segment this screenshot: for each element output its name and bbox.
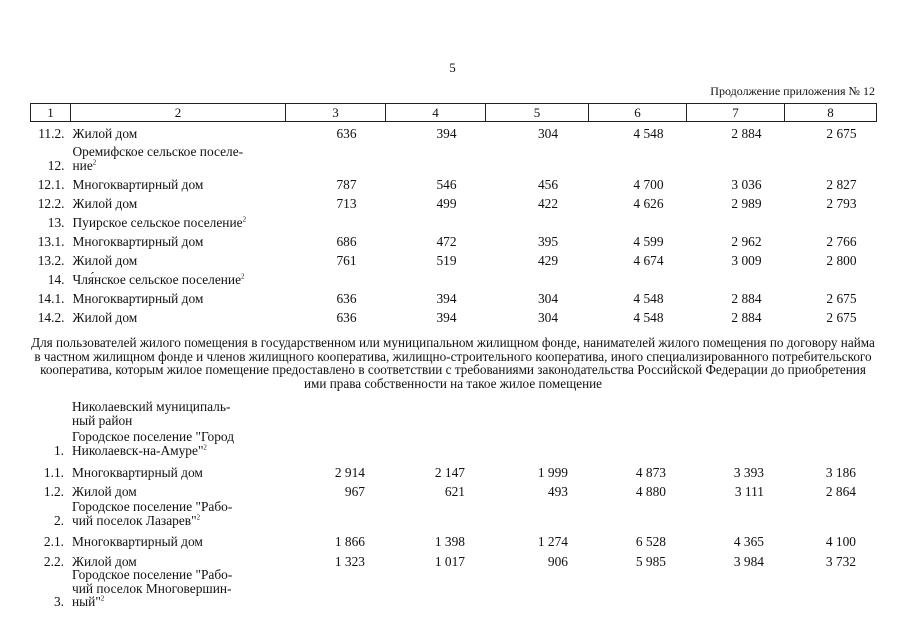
value-cell [686, 568, 784, 609]
value-cell: 636 [336, 309, 357, 325]
value-cell: 394 [436, 309, 457, 325]
value-cell: 304 [537, 309, 559, 325]
row-index [30, 395, 70, 427]
row-name [70, 479, 285, 498]
row-name [70, 548, 285, 568]
value-cell: 394 [436, 125, 457, 141]
column-header: 2 [71, 104, 286, 122]
value-cell: 1 398 [434, 533, 465, 549]
row-name-line: чий поселок Лазарев" [72, 512, 197, 528]
row-index: 3. [53, 594, 64, 609]
value-cell: 4 548 [633, 125, 664, 141]
value-cell: 787 [336, 176, 357, 192]
row-index: 12. [47, 157, 65, 173]
row-name [71, 141, 286, 173]
row-index: 14.1. [37, 290, 65, 306]
value-cell: 546 [436, 176, 457, 192]
value-cell [785, 268, 877, 287]
value-cell: 636 [336, 125, 357, 141]
row-name [71, 249, 286, 268]
row-name-line: чий поселок Многовершин- [72, 580, 232, 596]
row-name [70, 457, 285, 479]
value-cell: 2 675 [826, 290, 857, 306]
value-cell: 2 989 [731, 195, 762, 211]
value-cell: 1 017 [434, 553, 465, 569]
table-row [30, 568, 876, 609]
footnote-marker: 2 [242, 215, 247, 224]
row-name [70, 427, 285, 457]
row-name [70, 527, 285, 548]
value-cell [588, 498, 686, 527]
value-cell: 4 880 [635, 483, 666, 499]
value-cell [687, 211, 785, 230]
row-name-line: Жилой дом [72, 252, 138, 268]
footnote-marker: 2 [100, 594, 105, 603]
table-row [31, 268, 877, 287]
row-index: 13.2. [37, 252, 65, 268]
value-cell [485, 568, 588, 609]
value-cell: 4 548 [633, 309, 664, 325]
value-cell [486, 268, 589, 287]
value-cell [686, 498, 784, 527]
row-name-line: Городское поселение "Город [72, 429, 235, 444]
column-number-row [31, 104, 877, 122]
row-name [70, 498, 285, 527]
row-name [70, 568, 285, 609]
value-cell [785, 211, 877, 230]
row-name [70, 395, 285, 427]
value-cell: 4 365 [733, 533, 764, 549]
value-cell: 2 962 [731, 233, 762, 249]
value-cell: 3 036 [731, 176, 762, 192]
value-cell [486, 211, 589, 230]
table-row [30, 548, 876, 568]
value-cell: 2 675 [826, 309, 857, 325]
value-cell: 4 626 [633, 195, 664, 211]
value-cell [385, 395, 485, 427]
column-header: 3 [286, 104, 386, 122]
row-name-line: Жилой дом [72, 483, 137, 499]
value-cell: 3 111 [734, 483, 764, 499]
value-cell: 493 [547, 483, 568, 499]
value-cell: 967 [344, 483, 365, 499]
row-name-line: Многоквартирный дом [72, 176, 204, 192]
value-cell: 4 599 [633, 233, 664, 249]
column-header: 5 [486, 104, 589, 122]
value-cell: 5 985 [635, 553, 666, 569]
tariff-table-continued [30, 395, 876, 609]
value-cell: 621 [444, 483, 465, 499]
table-row [31, 141, 877, 173]
value-cell: 3 186 [825, 464, 856, 480]
row-name-line: Городское поселение "Рабо- [72, 499, 233, 514]
table-row [31, 230, 877, 249]
value-cell [784, 427, 876, 457]
row-name-line: Жилой дом [72, 125, 138, 141]
row-index: 2. [53, 512, 64, 528]
row-name [71, 230, 286, 249]
value-cell [785, 141, 877, 173]
value-cell: 1 274 [537, 533, 568, 549]
table-row [30, 427, 876, 457]
row-name-line: Городское поселение "Рабо- [72, 567, 233, 582]
value-cell: 1 866 [334, 533, 365, 549]
value-cell: 394 [436, 290, 457, 306]
value-cell: 636 [336, 290, 357, 306]
value-cell [686, 395, 784, 427]
row-name [71, 211, 286, 230]
row-name-line: Николаевский муниципаль- [72, 399, 231, 414]
row-index: 11.2. [38, 125, 65, 141]
value-cell [784, 498, 876, 527]
footnote-marker: 2 [203, 443, 207, 452]
footnote-marker: 2 [92, 158, 97, 167]
value-cell [485, 498, 588, 527]
value-cell: 4 100 [825, 533, 856, 549]
row-index: 1.1. [43, 464, 64, 480]
column-header: 8 [785, 104, 877, 122]
value-cell [784, 395, 876, 427]
row-name-line: Жилой дом [72, 195, 138, 211]
value-cell: 4 674 [633, 252, 664, 268]
value-cell [588, 427, 686, 457]
row-index: 1. [53, 442, 64, 458]
row-index: 2.2. [43, 553, 64, 569]
value-cell: 2 914 [334, 464, 365, 480]
row-name-line: ние [72, 157, 93, 173]
value-cell: 2 884 [731, 309, 762, 325]
value-cell: 2 884 [731, 290, 762, 306]
row-name-line: Оремифское сельское поселе- [72, 143, 244, 159]
section-note: Для пользователей жилого помещения в государственном или муниципальном жилищном фонде, нанимателей жилого помещения по договору найма в частном жилищном фонде и членов жилищного кооператива, жилищно-строительного кооператива, иного специализированного потребительского кооператива, которым жилое помещение предоставлено в соответствии с требованиями законодательства Российской Федерации до приобретения ими права собственности на такое жилое помещение [31, 335, 875, 391]
row-name-line: ный район [72, 412, 133, 428]
row-index: 2.1. [43, 533, 64, 549]
value-cell: 3 393 [733, 464, 764, 480]
row-name [71, 173, 286, 192]
row-index: 12.1. [37, 176, 65, 192]
row-name-line: Многоквартирный дом [72, 290, 204, 306]
row-name-line: Николаевск-на-Амуре" [72, 442, 204, 458]
value-cell [285, 427, 385, 457]
value-cell: 1 999 [537, 464, 568, 480]
footnote-marker: 2 [196, 513, 201, 522]
page-number: 5 [449, 60, 456, 75]
value-cell [386, 211, 486, 230]
table-row [31, 249, 877, 268]
value-cell [385, 498, 485, 527]
value-cell [588, 395, 686, 427]
value-cell: 2 827 [826, 176, 857, 192]
value-cell [588, 568, 686, 609]
value-cell: 2 864 [825, 483, 856, 499]
value-cell: 686 [336, 233, 357, 249]
row-name [71, 287, 286, 306]
value-cell: 3 009 [731, 252, 762, 268]
value-cell: 2 884 [731, 125, 762, 141]
value-cell: 4 700 [633, 176, 664, 192]
row-name-line: Многоквартирный дом [72, 464, 203, 480]
value-cell: 2 766 [826, 233, 857, 249]
table-row [30, 479, 876, 498]
table-row [30, 527, 876, 548]
value-cell: 429 [537, 252, 559, 268]
table-row [31, 122, 877, 141]
row-name-line: Многоквартирный дом [72, 233, 204, 249]
value-cell: 4 873 [635, 464, 666, 480]
value-cell [686, 427, 784, 457]
value-cell [285, 395, 385, 427]
value-cell [589, 268, 687, 287]
table-row [31, 173, 877, 192]
value-cell [286, 268, 386, 287]
footnote-marker: 2 [241, 272, 245, 281]
value-cell [285, 568, 385, 609]
value-cell: 2 147 [434, 464, 465, 480]
value-cell: 2 675 [826, 125, 857, 141]
value-cell [485, 427, 588, 457]
row-name-line: Жилой дом [72, 309, 138, 325]
value-cell [286, 211, 386, 230]
column-header: 1 [31, 104, 71, 122]
value-cell [589, 211, 687, 230]
row-index: 13.1. [37, 233, 65, 249]
value-cell [386, 268, 486, 287]
row-index: 14. [47, 271, 65, 287]
row-name-line: Многоквартирный дом [72, 533, 203, 549]
value-cell: 304 [537, 290, 559, 306]
table-row [30, 457, 876, 479]
value-cell [386, 141, 486, 173]
value-cell: 3 984 [733, 553, 764, 569]
table-row [31, 192, 877, 211]
table-row [30, 395, 876, 427]
value-cell [687, 141, 785, 173]
row-name [71, 122, 286, 141]
value-cell: 713 [336, 195, 357, 211]
value-cell [385, 568, 485, 609]
table-row [31, 211, 877, 230]
row-name-line: Жилой дом [72, 553, 137, 569]
value-cell [784, 568, 876, 609]
row-index: 13. [47, 214, 65, 230]
column-header: 4 [386, 104, 486, 122]
table-row [31, 287, 877, 306]
row-index: 14.2. [37, 309, 65, 325]
row-name-line: Чля́нское сельское поселение [72, 271, 242, 287]
value-cell: 2 793 [826, 195, 857, 211]
value-cell: 3 732 [825, 553, 856, 569]
row-name-line: Пуирское сельское поселение [72, 214, 243, 230]
row-name [71, 268, 286, 287]
value-cell [589, 141, 687, 173]
value-cell: 2 800 [826, 252, 857, 268]
row-index: 12.2. [37, 195, 65, 211]
value-cell: 422 [537, 195, 559, 211]
value-cell: 519 [436, 252, 457, 268]
value-cell: 304 [537, 125, 559, 141]
value-cell [385, 427, 485, 457]
column-header: 6 [589, 104, 687, 122]
table-row [30, 498, 876, 527]
value-cell: 499 [436, 195, 457, 211]
row-index: 1.2. [43, 483, 64, 499]
table-row [31, 306, 877, 325]
continuation-label: Продолжение приложения № 12 [710, 84, 875, 98]
value-cell [485, 395, 588, 427]
row-name [71, 306, 286, 325]
row-name [71, 192, 286, 211]
value-cell: 906 [547, 553, 568, 569]
value-cell: 1 323 [334, 553, 365, 569]
value-cell: 6 528 [635, 533, 666, 549]
value-cell [486, 141, 589, 173]
value-cell: 472 [436, 233, 457, 249]
value-cell [286, 141, 386, 173]
row-name-line: ный" [72, 594, 101, 609]
value-cell [285, 498, 385, 527]
column-header: 7 [687, 104, 785, 122]
value-cell [687, 268, 785, 287]
value-cell: 395 [537, 233, 559, 249]
value-cell: 761 [336, 252, 357, 268]
tariff-table [30, 103, 877, 325]
value-cell: 456 [537, 176, 559, 192]
value-cell: 4 548 [633, 290, 664, 306]
